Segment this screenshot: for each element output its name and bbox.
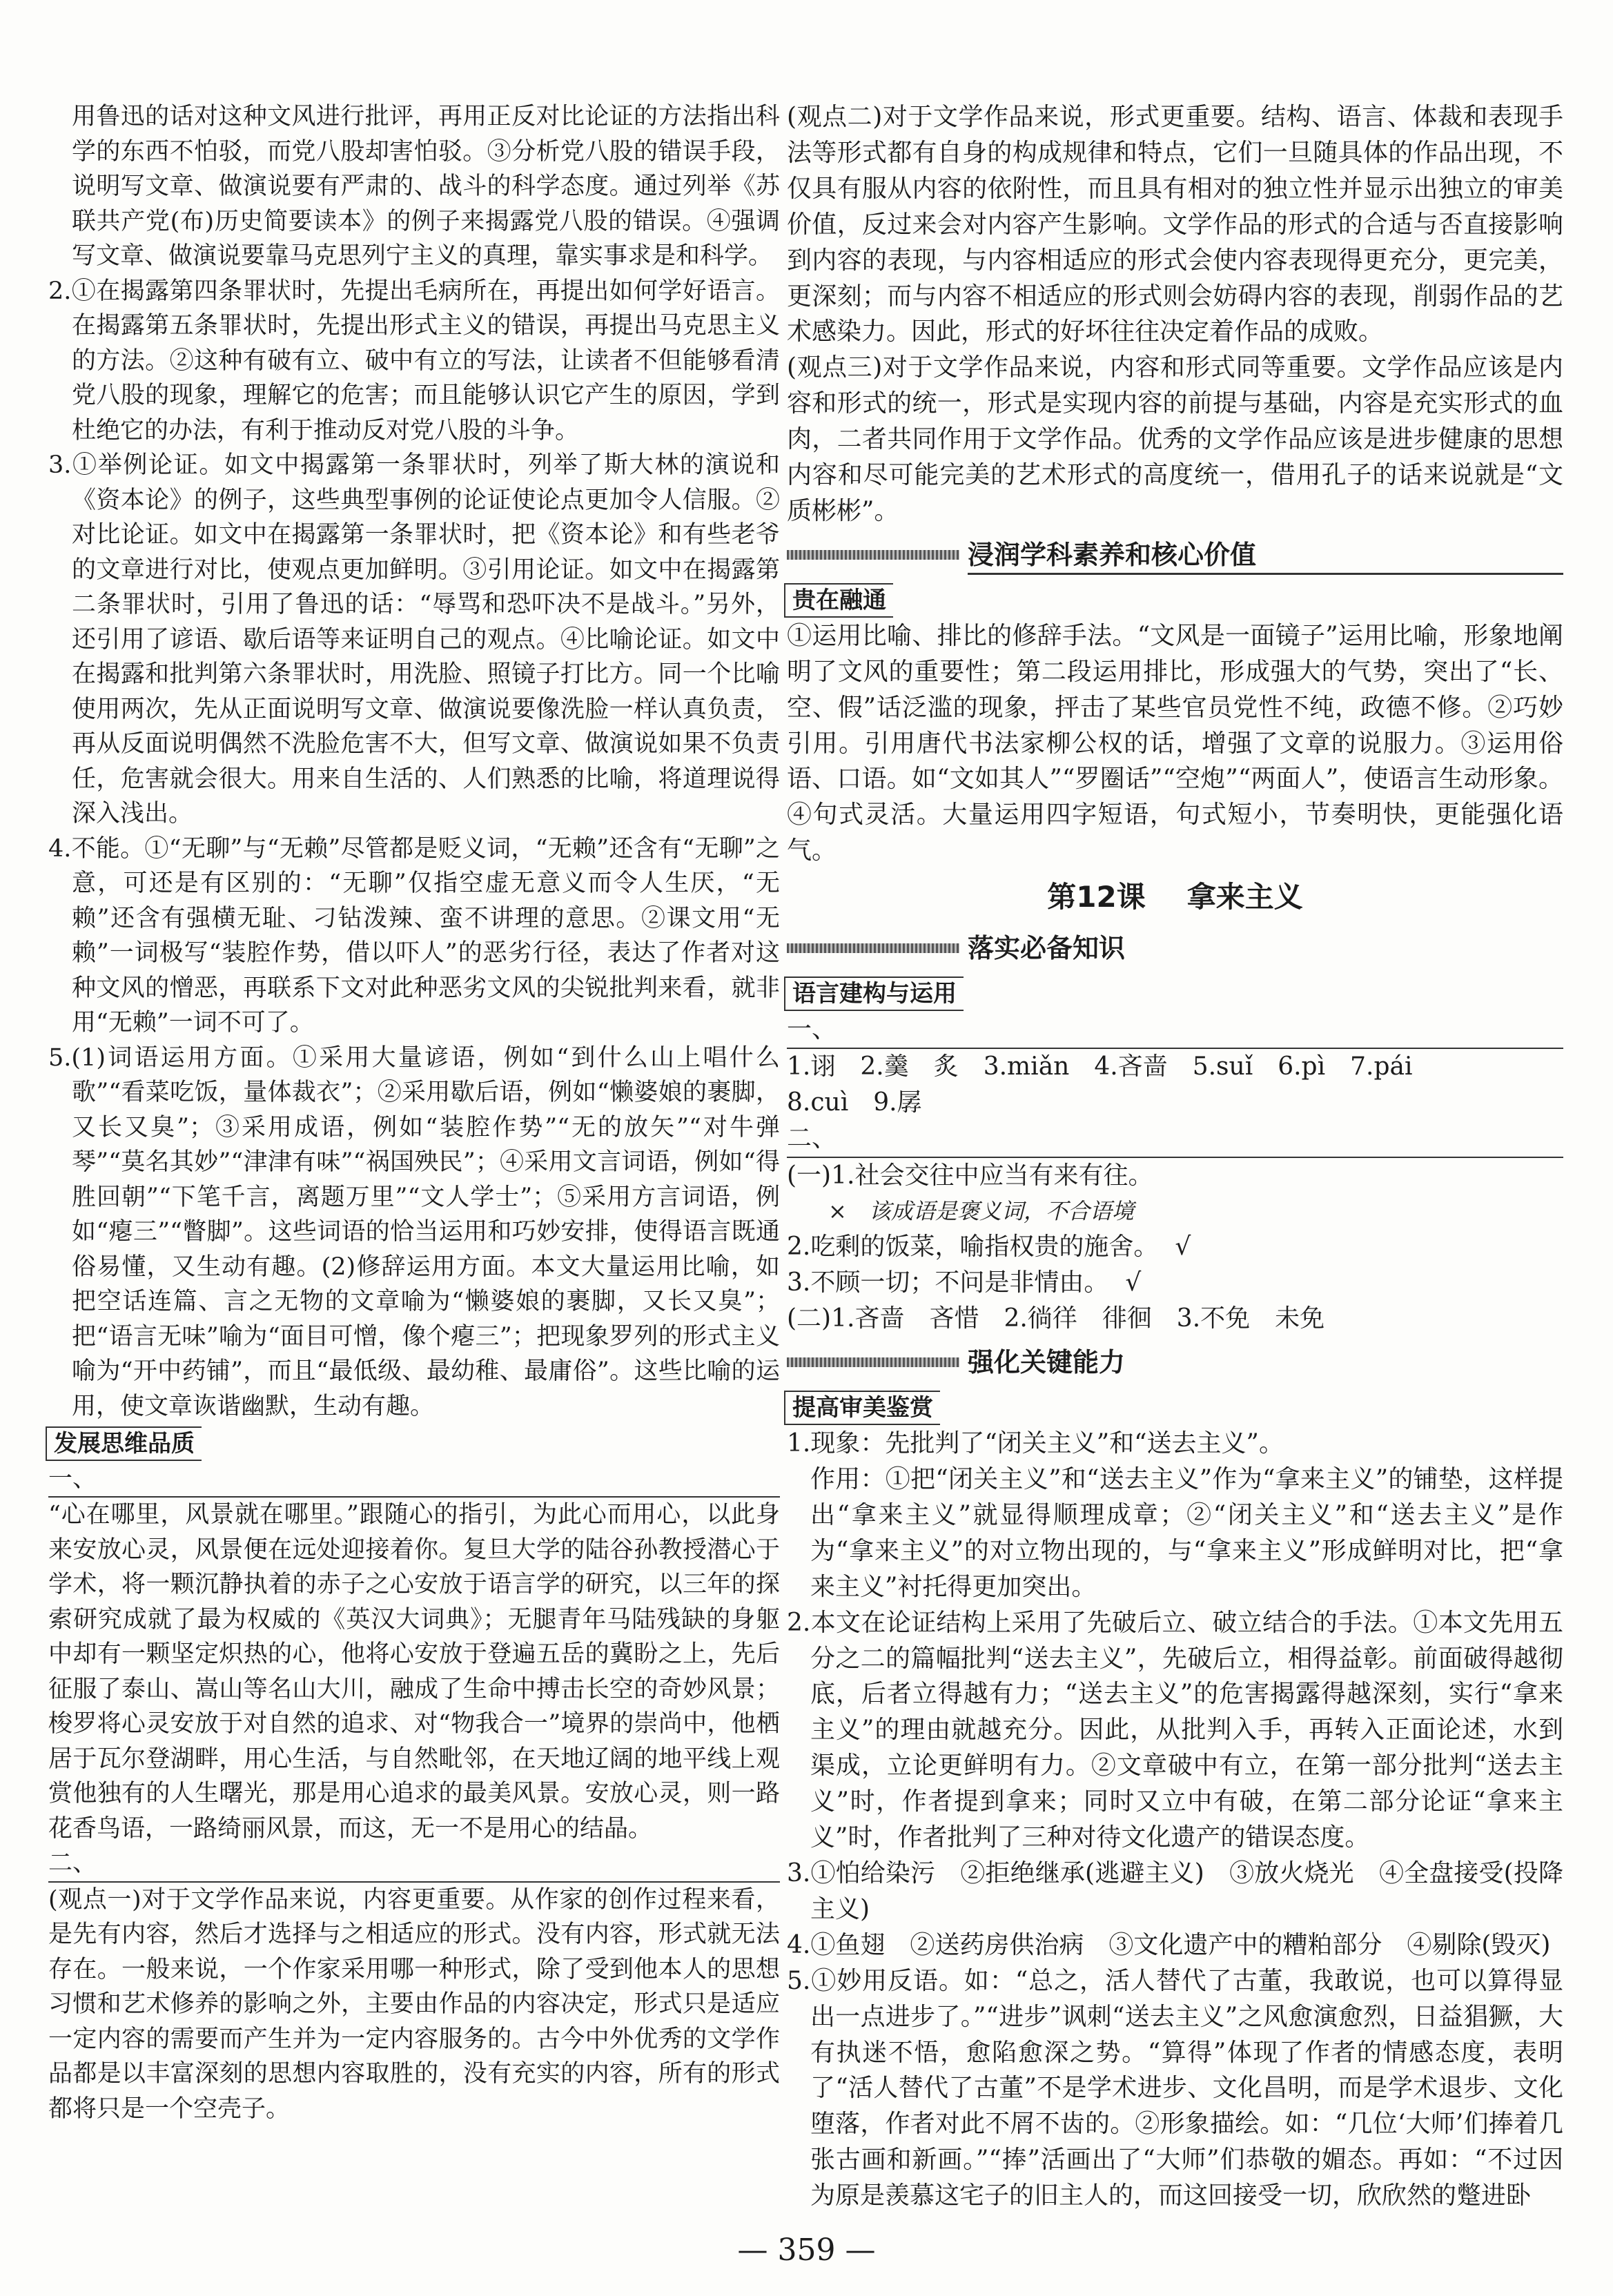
lesson-heading xyxy=(787,873,1563,921)
check-mark-1: √ xyxy=(1175,1233,1191,1262)
section-title-core-values: 浸润学科素养和核心价值 xyxy=(968,539,1257,570)
lesson-title: 拿来主义 xyxy=(1186,880,1303,914)
label-tigao: 提高审美鉴赏 xyxy=(784,1391,940,1425)
er-line-4: (二)1.吝啬 吝惜 2.徜徉 徘徊 3.不免 未免 xyxy=(787,1304,1325,1333)
section-label-thinking: 发展思维品质 xyxy=(46,1426,202,1461)
answer-3: 3.①举例论证。如文中揭露第一条罪状时，列举了斯大林的演说和《资本论》的例子，这些典型事例的论证使论点更加令人信服。②对比论证。如文中在揭露第一条罪状时，把《资本论》和有些老爷的文章进行对比，使观点更加鲜明。③引用论证。如文中在揭露第二条罪状时，引用了鲁迅的话：“辱骂和恐吓决不是战斗。”另外，还引用了谚语、歇后语等来证明自己的观点。④比喻论证。如文中在揭露和批判第六条罪状时，用洗脸、照镜子打比方。同一个比喻使用两次，先从正面说明写文章、做演说要像洗脸一样认真负责，再从反面说明偶然不洗脸危害不大，但写文章、做演说如果不负责任，危害就会很大。用来自生活的、人们熟悉的比喻，将道理说得深入浅出。 xyxy=(48,451,780,827)
label-guizai: 贵在融通 xyxy=(784,583,893,618)
view-two: (观点二)对于文学作品来说，形式更重要。结构、语言、体裁和表现手法等形式都有自身的构成规律和特点，它们一旦随具体的作品出现，不仅具有服从内容的依附性，而且具有相对的独立性并显示出独立的审美价值，反过来会对内容产生影响。文学作品的形式的合适与否直接影响到内容的表现，与内容相适应的形式会使内容表现得更充分，更完美，更深刻；而与内容不相适应的形式则会妨碍内容的表现，削弱作品的艺术感染力。因此，形式的好坏往往决定着作品的成败。 xyxy=(787,103,1563,346)
check-mark-2: √ xyxy=(1125,1268,1142,1297)
right-column xyxy=(787,99,1563,2214)
er-line-1: (一)1.社会交往中应当有来有往。 xyxy=(787,1161,1153,1190)
handwritten-note: × 该成语是褒义词，不合语境 xyxy=(828,1197,1134,1224)
item-1-effect: 作用：①把“闭关主义”和“送去主义”作为“拿来主义”的铺垫，这样提出“拿来主义”就显得顺理成章；②“闭关主义”和“送去主义”是作为“拿来主义”的对立物出现的，与“拿来主义”形成鲜明对比，把“拿来主义”衬托得更加突出。 xyxy=(810,1465,1563,1601)
section-title-knowledge: 落实必备知识 xyxy=(968,933,1126,964)
section-band-ability xyxy=(787,1342,1563,1382)
view-one: (观点一)对于文学作品来说，内容更重要。从作家的创作过程来看，是先有内容，然后才选择与之相适应的形式。没有内容，形式就无法存在。一般来说，一个作家采用哪一种形式，除了受到他本人的思想习惯和艺术修养的影响之外，主要由作品的内容决定，形式只是适应一定内容的需要而产生并为一定内容服务的。古今中外优秀的文学作品都是以丰富深刻的思想内容取胜的，没有充实的内容，所有的形式都将只是一个空壳子。 xyxy=(48,1885,780,2123)
item-4: 4.①鱼翅 ②送药房供治病 ③文化遗产中的糟粕部分 ④剔除(毁灭) xyxy=(787,1930,1551,1959)
yi-line-1: 1.诩 2.羹 炙 3.miǎn 4.吝啬 5.suǐ 6.pì 7.pái xyxy=(787,1052,1413,1081)
left-column xyxy=(48,99,780,2126)
er-line-3-row xyxy=(787,1265,1563,1301)
answer-4: 4.不能。①“无聊”与“无赖”尽管都是贬义词，“无赖”还含有“无聊”之意，可还是有区别的：“无聊”仅指空虚无意义而令人生厌，“无赖”还含有强横无耻、刁钻泼辣、蛮不讲理的意思。②课文用“无赖”一词极写“装腔作势，借以吓人”的恶劣行径，表达了作者对这种文风的憎恶，再联系下文对此种恶劣文风的尖锐批判来看，就非用“无赖”一词不可了。 xyxy=(48,834,780,1037)
label-yuyan: 语言建构与运用 xyxy=(784,977,964,1011)
view-three: (观点三)对于文学作品来说，内容和形式同等重要。文学作品应该是内容和形式的统一，形式是实现内容的前提与基础，内容是充实形式的血肉，二者共同作用于文学作品。优秀的文学作品应该是进步健康的思想内容和尽可能完美的艺术形式的高度统一，借用孔子的话来说就是“文质彬彬”。 xyxy=(787,353,1563,525)
page-number: — 359 — xyxy=(0,2233,1613,2268)
answer-5: 5.(1)词语运用方面。①采用大量谚语，例如“到什么山上唱什么歌”“看菜吃饭，量体裁衣”；②采用歇后语，例如“懒婆娘的裹脚，又长又臭”；③采用成语，例如“装腔作势”“无的放矢”“对牛弹琴”“莫名其妙”“津津有味”“祸国殃民”；④采用文言词语，例如“得胜回朝”“下笔千言，离题万里”“文人学士”；⑤采用方言词语，例如“瘪三”“瞥脚”。这些词语的恰当运用和巧妙安排，使得语言既通俗易懂，又生动有趣。(2)修辞运用方面。本文大量运用比喻，如把空话连篇、言之无物的文章喻为“懒婆娘的裹脚，又长又臭”；把“语言无味”喻为“面目可憎，像个瘪三”；把现象罗列的形式主义喻为“开中药铺”，而且“最低级、最幼稚、最庸俗”。这些比喻的运用，使文章诙谐幽默，生动有趣。 xyxy=(48,1043,780,1420)
er-line-2: 2.吃剩的饭菜，喻指权贵的施舍。 xyxy=(787,1233,1159,1262)
decorative-stripe xyxy=(787,550,959,560)
left-para-1: 用鲁迅的话对这种文风进行批评，再用正反对比论证的方法指出科学的东西不怕驳，而党八股却害怕驳。③分析党八股的错误手段，说明写文章、做演说要有严肃的、战斗的科学态度。通过列举《苏联共产党(布)历史简要读本》的例子来揭露党八股的错误。④强调写文章、做演说要靠马克思列宁主义的真理，靠实事求是和科学。 xyxy=(72,103,780,270)
yi-marker: 一、 xyxy=(787,1012,1563,1049)
item-3: 3.①怕给染污 ②拒绝继承(逃避主义) ③放火烧光 ④全盘接受(投降主义) xyxy=(787,1858,1563,1923)
item-2: 2.本文在论证结构上采用了先破后立、破立结合的手法。①本文先用五分之二的篇幅批判“送去主义”，先破后立，相得益彰。前面破得越彻底，后者立得越有力；“送去主义”的危害揭露得越深刻，实行“拿来主义”的理由就越充分。因此，从批判入手，再转入正面论述，水到渠成，立论更鲜明有力。②文章破中有立，在第一部分批判“送去主义”时，作者提到拿来；同时又立中有破，在第二部分论证“拿来主义”时，作者批判了三种对待文化遗产的错误态度。 xyxy=(787,1608,1563,1852)
answer-2: 2.①在揭露第四条罪状时，先提出毛病所在，再提出如何学好语言。在揭露第五条罪状时，先提出形式主义的错误，再提出马克思主义的方法。②这种有破有立、破中有立的写法，让读者不但能够看清党八股的现象，理解它的危害；而且能够认识它产生的原因，学到杜绝它的办法，有利于推动反对党八股的斗争。 xyxy=(48,277,780,444)
section-title-ability: 强化关键能力 xyxy=(968,1347,1126,1378)
part2-marker: 二、 xyxy=(48,1846,780,1883)
section-band-knowledge xyxy=(787,928,1563,968)
item-1: 1.现象：先批判了“闭关主义”和“送去主义”。 xyxy=(787,1429,1284,1458)
part1-marker: 一、 xyxy=(48,1462,780,1498)
item-5: 5.①妙用反语。如：“总之，活人替代了古董，我敢说，也可以算得显出一点进步了。”“进步”讽刺“送去主义”之风愈演愈烈，日益猖獗，大有执迷不悟，愈陷愈深之势。“算得”体现了作者的情感态度，表明了“活人替代了古董”不是学术进步、文化昌明，而是学术退步、文化堕落，作者对此不屑不齿的。②形象描绘。如：“几位‘大师’们捧着几张古画和新画。”“捧”活画出了“大师”们恭敬的媚态。再如：“不过因为原是羡慕这宅子的旧主人的，而这回接受一切，欣欣然的蹩进卧 xyxy=(787,1966,1563,2210)
section-band-core-values xyxy=(787,535,1563,575)
lesson-number: 第12课 xyxy=(1047,880,1146,914)
er-line-2-row xyxy=(787,1229,1563,1265)
part1-essay: “心在哪里，风景就在哪里。”跟随心的指引，为此心而用心，以此身来安放心灵，风景便在远处迎接着你。复旦大学的陆谷孙教授潜心于学术，将一颗沉静执着的赤子之心安放于语言学的研究，以三年的探索研究成就了最为权威的《英汉大词典》；无腿青年马陆残缺的身躯中却有一颗坚定炽热的心，他将心安放于登遍五岳的冀盼之上，先后征服了泰山、嵩山等名山大川，融成了生命中搏击长空的奇妙风景；梭罗将心灵安放于对自然的追求、对“物我合一”境界的崇尚中，他栖居于瓦尔登湖畔，用心生活，与自然毗邻，在天地辽阔的地平线上观赏他独有的人生曙光，那是用心追求的最美风景。安放心灵，则一路花香鸟语，一路绮丽风景，而这，无一不是用心的结晶。 xyxy=(48,1501,780,1843)
er-line-3: 3.不顾一切；不问是非情由。 xyxy=(787,1268,1109,1297)
yi-line-2: 8.cuì 9.孱 xyxy=(787,1088,922,1117)
guizai-text: ①运用比喻、排比的修辞手法。“文风是一面镜子”运用比喻，形象地阐明了文风的重要性；第二段运用排比，形成强大的气势，突出了“长、空、假”话泛滥的现象，抨击了某些官员党性不纯，政德不修。②巧妙引用。引用唐代书法家柳公权的话，增强了文章的说服力。③运用俗语、口语。如“文如其人”“罗圈话”“空炮”“两面人”，使语言生动形象。④句式灵活。大量运用四字短语，句式短小，节奏明快，更能强化语气。 xyxy=(787,621,1563,865)
er-marker: 二、 xyxy=(787,1121,1563,1158)
